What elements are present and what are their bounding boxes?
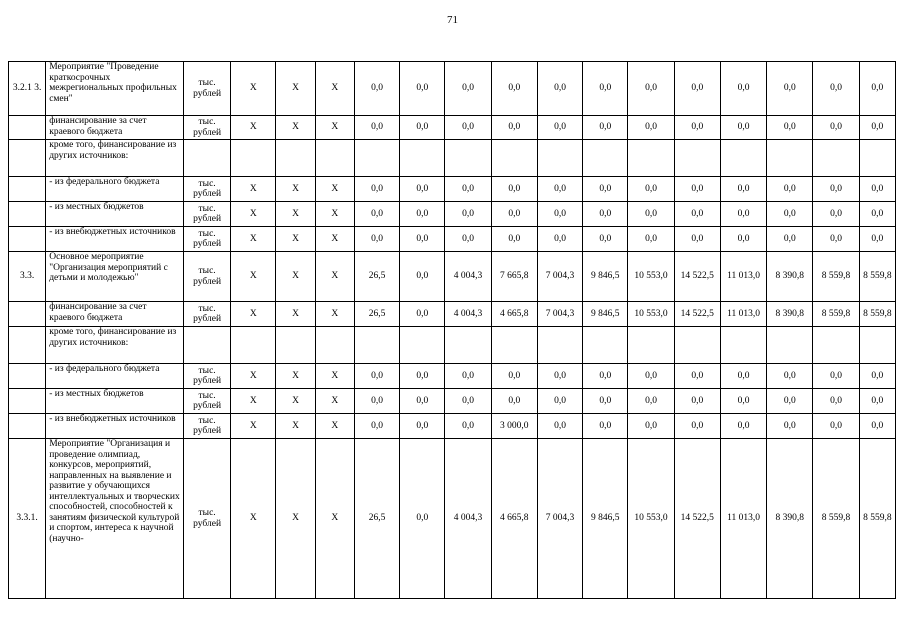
- value-cell: 0,0: [674, 62, 720, 116]
- value-cell: 0,0: [445, 202, 491, 227]
- value-cell: 0,0: [628, 227, 674, 252]
- value-cell: [813, 140, 859, 177]
- row-name: Мероприятие "Организация и проведение олимпиад, конкурсов, мероприятий, направленных на выявление и развитие у обучающихся интеллектуальных и творческих способностей, способностей к занятиям физической культурой и спортом, интереса к научной (научно-: [46, 439, 184, 599]
- value-cell: [583, 327, 628, 364]
- value-cell: 7 004,3: [537, 252, 582, 302]
- value-cell: 11 013,0: [720, 302, 766, 327]
- row-unit: тыс. рублей: [183, 252, 230, 302]
- row-code: [9, 202, 46, 227]
- value-cell: [400, 140, 445, 177]
- value-cell: 0,0: [537, 62, 582, 116]
- value-cell: 0,0: [400, 389, 445, 414]
- row-name: Мероприятие "Проведение краткосрочных межрегиональных профильных смен": [46, 62, 184, 116]
- row-unit: тыс. рублей: [183, 364, 230, 389]
- value-cell: X: [276, 364, 315, 389]
- value-cell: 0,0: [491, 389, 537, 414]
- value-cell: 0,0: [813, 364, 859, 389]
- value-cell: 10 553,0: [628, 439, 674, 599]
- value-cell: 8 559,8: [859, 252, 895, 302]
- value-cell: 0,0: [445, 389, 491, 414]
- value-cell: 0,0: [720, 116, 766, 140]
- row-name: финансирование за счет краевого бюджета: [46, 302, 184, 327]
- value-cell: X: [276, 439, 315, 599]
- value-cell: X: [231, 116, 276, 140]
- value-cell: 0,0: [537, 116, 582, 140]
- value-cell: [315, 327, 354, 364]
- value-cell: X: [231, 389, 276, 414]
- value-cell: 8 559,8: [859, 302, 895, 327]
- value-cell: 0,0: [628, 177, 674, 202]
- value-cell: 0,0: [859, 227, 895, 252]
- row-name: - из внебюджетных источников: [46, 227, 184, 252]
- value-cell: X: [231, 302, 276, 327]
- value-cell: 0,0: [813, 116, 859, 140]
- value-cell: 4 665,8: [491, 302, 537, 327]
- value-cell: 4 004,3: [445, 439, 491, 599]
- value-cell: X: [276, 389, 315, 414]
- value-cell: 0,0: [628, 389, 674, 414]
- row-code: [9, 327, 46, 364]
- value-cell: 0,0: [583, 389, 628, 414]
- value-cell: 0,0: [491, 202, 537, 227]
- table-row: [9, 439, 896, 599]
- value-cell: 0,0: [583, 202, 628, 227]
- value-cell: X: [231, 364, 276, 389]
- value-cell: 0,0: [354, 202, 399, 227]
- value-cell: 0,0: [813, 227, 859, 252]
- row-name: кроме того, финансирование из других источников:: [46, 140, 184, 177]
- value-cell: 0,0: [445, 414, 491, 439]
- value-cell: X: [315, 62, 354, 116]
- value-cell: X: [276, 62, 315, 116]
- value-cell: X: [231, 202, 276, 227]
- value-cell: 11 013,0: [720, 252, 766, 302]
- value-cell: 0,0: [491, 62, 537, 116]
- value-cell: 0,0: [537, 177, 582, 202]
- value-cell: 0,0: [400, 364, 445, 389]
- table-row: [9, 252, 896, 302]
- value-cell: 8 559,8: [813, 439, 859, 599]
- value-cell: 0,0: [491, 364, 537, 389]
- value-cell: [537, 140, 582, 177]
- value-cell: 0,0: [767, 364, 813, 389]
- value-cell: 14 522,5: [674, 302, 720, 327]
- value-cell: 0,0: [720, 389, 766, 414]
- value-cell: 0,0: [628, 364, 674, 389]
- row-code: [9, 389, 46, 414]
- row-name: Основное мероприятие "Организация мероприятий с детьми и молодежью": [46, 252, 184, 302]
- value-cell: X: [231, 177, 276, 202]
- table-row: [9, 389, 896, 414]
- value-cell: 0,0: [583, 177, 628, 202]
- value-cell: 0,0: [354, 177, 399, 202]
- value-cell: [628, 327, 674, 364]
- value-cell: [859, 140, 895, 177]
- value-cell: 0,0: [813, 389, 859, 414]
- value-cell: [231, 140, 276, 177]
- value-cell: 8 559,8: [859, 439, 895, 599]
- row-unit: тыс. рублей: [183, 389, 230, 414]
- value-cell: 0,0: [537, 202, 582, 227]
- value-cell: 0,0: [400, 414, 445, 439]
- value-cell: 0,0: [767, 116, 813, 140]
- table-row: [9, 116, 896, 140]
- value-cell: 0,0: [400, 116, 445, 140]
- value-cell: 14 522,5: [674, 439, 720, 599]
- value-cell: 0,0: [400, 62, 445, 116]
- value-cell: 0,0: [537, 414, 582, 439]
- value-cell: 0,0: [354, 227, 399, 252]
- row-unit: тыс. рублей: [183, 414, 230, 439]
- value-cell: 4 004,3: [445, 302, 491, 327]
- value-cell: [491, 140, 537, 177]
- value-cell: X: [315, 439, 354, 599]
- value-cell: 0,0: [400, 227, 445, 252]
- value-cell: 26,5: [354, 252, 399, 302]
- value-cell: X: [315, 227, 354, 252]
- table-row: [9, 177, 896, 202]
- value-cell: 0,0: [767, 202, 813, 227]
- value-cell: X: [231, 252, 276, 302]
- value-cell: [767, 140, 813, 177]
- value-cell: 0,0: [859, 364, 895, 389]
- value-cell: 11 013,0: [720, 439, 766, 599]
- value-cell: [674, 140, 720, 177]
- value-cell: 0,0: [583, 227, 628, 252]
- value-cell: 8 559,8: [813, 252, 859, 302]
- value-cell: 0,0: [720, 202, 766, 227]
- value-cell: 0,0: [583, 364, 628, 389]
- value-cell: 0,0: [491, 116, 537, 140]
- value-cell: 0,0: [767, 389, 813, 414]
- value-cell: 8 390,8: [767, 252, 813, 302]
- value-cell: 0,0: [445, 62, 491, 116]
- value-cell: X: [276, 302, 315, 327]
- value-cell: 8 390,8: [767, 302, 813, 327]
- value-cell: 0,0: [583, 62, 628, 116]
- value-cell: 8 559,8: [813, 302, 859, 327]
- value-cell: [276, 327, 315, 364]
- value-cell: [491, 327, 537, 364]
- table-row: [9, 62, 896, 116]
- value-cell: [813, 327, 859, 364]
- row-name: - из местных бюджетов: [46, 389, 184, 414]
- row-unit: тыс. рублей: [183, 62, 230, 116]
- row-unit: [183, 327, 230, 364]
- value-cell: X: [315, 364, 354, 389]
- value-cell: 0,0: [445, 364, 491, 389]
- value-cell: 0,0: [720, 414, 766, 439]
- value-cell: 0,0: [859, 116, 895, 140]
- value-cell: X: [276, 177, 315, 202]
- value-cell: 0,0: [491, 227, 537, 252]
- value-cell: 0,0: [354, 62, 399, 116]
- value-cell: 9 846,5: [583, 252, 628, 302]
- value-cell: 0,0: [354, 389, 399, 414]
- value-cell: 0,0: [354, 116, 399, 140]
- value-cell: [231, 327, 276, 364]
- value-cell: [767, 327, 813, 364]
- value-cell: X: [315, 116, 354, 140]
- row-name: финансирование за счет краевого бюджета: [46, 116, 184, 140]
- value-cell: [315, 140, 354, 177]
- value-cell: 26,5: [354, 439, 399, 599]
- row-name: - из федерального бюджета: [46, 364, 184, 389]
- value-cell: 0,0: [491, 177, 537, 202]
- value-cell: 0,0: [859, 202, 895, 227]
- value-cell: 0,0: [859, 389, 895, 414]
- value-cell: [859, 327, 895, 364]
- value-cell: 10 553,0: [628, 302, 674, 327]
- value-cell: 4 665,8: [491, 439, 537, 599]
- table-row: [9, 302, 896, 327]
- value-cell: 10 553,0: [628, 252, 674, 302]
- value-cell: 0,0: [859, 414, 895, 439]
- row-code: [9, 414, 46, 439]
- row-unit: тыс. рублей: [183, 227, 230, 252]
- value-cell: 0,0: [400, 177, 445, 202]
- value-cell: [583, 140, 628, 177]
- row-unit: тыс. рублей: [183, 439, 230, 599]
- value-cell: 0,0: [628, 414, 674, 439]
- value-cell: 7 665,8: [491, 252, 537, 302]
- value-cell: 0,0: [628, 116, 674, 140]
- value-cell: 0,0: [767, 177, 813, 202]
- value-cell: X: [315, 202, 354, 227]
- value-cell: 0,0: [674, 414, 720, 439]
- row-code: 3.3.1.: [9, 439, 46, 599]
- page-number: 71: [447, 14, 458, 26]
- value-cell: 3 000,0: [491, 414, 537, 439]
- value-cell: 0,0: [628, 202, 674, 227]
- value-cell: 0,0: [720, 62, 766, 116]
- row-code: [9, 364, 46, 389]
- value-cell: 0,0: [859, 62, 895, 116]
- value-cell: 9 846,5: [583, 302, 628, 327]
- table-row: [9, 202, 896, 227]
- row-code: [9, 140, 46, 177]
- table-row: [9, 414, 896, 439]
- value-cell: 0,0: [400, 439, 445, 599]
- value-cell: 0,0: [767, 227, 813, 252]
- value-cell: 0,0: [813, 414, 859, 439]
- value-cell: 0,0: [674, 227, 720, 252]
- value-cell: [537, 327, 582, 364]
- value-cell: 4 004,3: [445, 252, 491, 302]
- budget-table: [8, 61, 896, 599]
- value-cell: [445, 140, 491, 177]
- value-cell: 0,0: [767, 62, 813, 116]
- value-cell: 8 390,8: [767, 439, 813, 599]
- row-code: [9, 302, 46, 327]
- value-cell: [354, 327, 399, 364]
- value-cell: X: [315, 414, 354, 439]
- table-row: [9, 140, 896, 177]
- value-cell: 0,0: [445, 177, 491, 202]
- value-cell: X: [315, 302, 354, 327]
- row-code: [9, 116, 46, 140]
- row-name: - из местных бюджетов: [46, 202, 184, 227]
- table-row: [9, 227, 896, 252]
- value-cell: 7 004,3: [537, 439, 582, 599]
- value-cell: 0,0: [537, 364, 582, 389]
- value-cell: 0,0: [400, 252, 445, 302]
- value-cell: [720, 140, 766, 177]
- value-cell: 0,0: [354, 414, 399, 439]
- row-unit: [183, 140, 230, 177]
- value-cell: X: [315, 389, 354, 414]
- value-cell: 0,0: [674, 116, 720, 140]
- value-cell: 0,0: [674, 364, 720, 389]
- value-cell: 0,0: [813, 177, 859, 202]
- value-cell: 0,0: [720, 227, 766, 252]
- value-cell: X: [315, 177, 354, 202]
- value-cell: 0,0: [720, 364, 766, 389]
- row-code: 3.2.1 3.: [9, 62, 46, 116]
- value-cell: 0,0: [813, 62, 859, 116]
- value-cell: 9 846,5: [583, 439, 628, 599]
- value-cell: 0,0: [674, 202, 720, 227]
- row-unit: тыс. рублей: [183, 116, 230, 140]
- table-row: [9, 364, 896, 389]
- value-cell: 14 522,5: [674, 252, 720, 302]
- value-cell: 0,0: [859, 177, 895, 202]
- value-cell: X: [276, 414, 315, 439]
- value-cell: 7 004,3: [537, 302, 582, 327]
- value-cell: 0,0: [813, 202, 859, 227]
- value-cell: 0,0: [720, 177, 766, 202]
- value-cell: X: [231, 227, 276, 252]
- row-name: - из внебюджетных источников: [46, 414, 184, 439]
- row-code: [9, 177, 46, 202]
- value-cell: 0,0: [400, 302, 445, 327]
- table-row: [9, 327, 896, 364]
- value-cell: [445, 327, 491, 364]
- value-cell: 0,0: [767, 414, 813, 439]
- value-cell: X: [231, 62, 276, 116]
- value-cell: 0,0: [445, 116, 491, 140]
- row-unit: тыс. рублей: [183, 202, 230, 227]
- row-unit: тыс. рублей: [183, 177, 230, 202]
- value-cell: 0,0: [537, 227, 582, 252]
- value-cell: [720, 327, 766, 364]
- value-cell: [276, 140, 315, 177]
- value-cell: X: [231, 414, 276, 439]
- value-cell: X: [276, 227, 315, 252]
- value-cell: X: [276, 252, 315, 302]
- row-name: - из федерального бюджета: [46, 177, 184, 202]
- value-cell: [400, 327, 445, 364]
- value-cell: 0,0: [628, 62, 674, 116]
- row-unit: тыс. рублей: [183, 302, 230, 327]
- value-cell: 0,0: [583, 116, 628, 140]
- row-code: 3.3.: [9, 252, 46, 302]
- value-cell: 0,0: [674, 177, 720, 202]
- value-cell: [674, 327, 720, 364]
- value-cell: X: [315, 252, 354, 302]
- value-cell: 0,0: [583, 414, 628, 439]
- value-cell: 0,0: [400, 202, 445, 227]
- value-cell: 0,0: [674, 389, 720, 414]
- value-cell: X: [276, 116, 315, 140]
- row-name: кроме того, финансирование из других источников:: [46, 327, 184, 364]
- value-cell: [354, 140, 399, 177]
- value-cell: [628, 140, 674, 177]
- value-cell: 0,0: [445, 227, 491, 252]
- value-cell: X: [276, 202, 315, 227]
- row-code: [9, 227, 46, 252]
- value-cell: 26,5: [354, 302, 399, 327]
- value-cell: X: [231, 439, 276, 599]
- value-cell: 0,0: [354, 364, 399, 389]
- value-cell: 0,0: [537, 389, 582, 414]
